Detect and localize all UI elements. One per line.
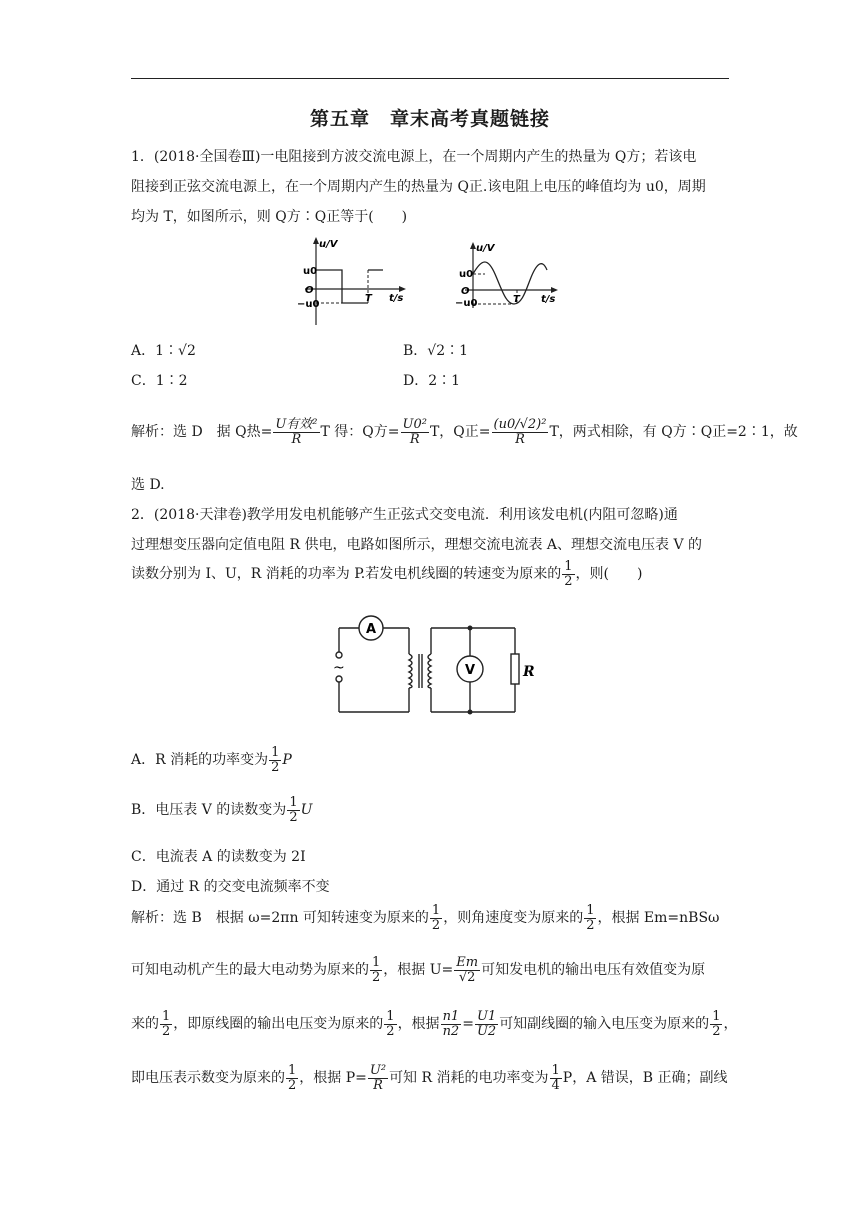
q2-line2: 过理想变压器向定值电阻 R 供电，电路如图所示，理想交流电流表 A、理想交流电压表 V 的 — [131, 537, 703, 553]
sin-u0: u0 — [459, 269, 474, 280]
sin-origin: O — [461, 286, 470, 297]
q2-option-d[interactable]: D．通过 R 的交变电流频率不变 — [131, 879, 330, 895]
q2-solution-line2: 可知电动机产生的最大电动势为原来的 $\frac{1}{2}$ ，根据 U= $\frac{Em}{√2}$ 可知发电机的输出电压有效值变为原 — [131, 955, 706, 985]
q2-line1: 2．(2018·天津卷)教学用发电机能够产生正弦式交变电流．利用该发电机(内阻可忽略)通 — [131, 507, 678, 523]
sq-neg-u0: −u0 — [297, 299, 320, 310]
resistor-label: R — [523, 664, 535, 680]
sin-ylabel: u/V — [476, 243, 495, 254]
q1-option-a[interactable]: A．1∶√2 — [131, 343, 196, 359]
q1-option-d[interactable]: D．2∶1 — [403, 373, 461, 389]
sin-T: T — [513, 294, 520, 305]
q2-solution-line3: 来的 $\frac{1}{2}$ ，即原线圈的输出电压变为原来的 $\frac{1}{2}$ ，根据 $\frac{n1}{n2}$ = $\frac{U1}{U2}$ 可知副线圈的输入电压变为原来的 $\frac{1}{2}$ ， — [131, 1009, 738, 1039]
q2-solution-line1: 解析：选 B 根据 ω=2πn 可知转速变为原来的 $\frac{1}{2}$ ，则角速度变为原来的 $\frac{1}{2}$ ，根据 Em=nBSω — [131, 903, 720, 933]
top-rule — [131, 78, 729, 79]
q1-solution: 解析：选 D 据 Q热= $\frac{\text{U有效²}}{R}$ T 得：Q方= $\frac{\text{U0²}}{R}$ T，Q正= $\frac{\text{(u0/√2)²}}{R}$ T，两式相除，有 Q方∶Q正=2∶1，故 — [131, 417, 798, 447]
sine-wave-figure — [455, 240, 575, 310]
q2-option-a[interactable]: A．R 消耗的功率变为 $\frac{1}{2}$ P — [131, 745, 292, 775]
sin-xlabel: t/s — [541, 294, 556, 305]
q1-line3: 均为 T，如图所示，则 Q方∶Q正等于( ) — [131, 209, 408, 225]
sq-xlabel: t/s — [389, 293, 404, 304]
voltmeter-label: V — [464, 663, 476, 678]
q1-solution-line2: 选 D. — [131, 477, 165, 493]
ac-source-symbol: ~ — [333, 660, 345, 676]
q2-option-b[interactable]: B．电压表 V 的读数变为 $\frac{1}{2}$ U — [131, 795, 313, 825]
q1-line1: 1．(2018·全国卷Ⅲ)一电阻接到方波交流电源上，在一个周期内产生的热量为 Q方；若该电 — [131, 149, 697, 165]
sq-origin: O — [305, 285, 314, 296]
q2-line3: 读数分别为 I、U，R 消耗的功率为 P.若发电机线圈的转速变为原来的 $\frac{1}{2}$ ，则( ) — [131, 559, 643, 589]
circuit-diagram — [325, 614, 535, 718]
sq-T: T — [365, 293, 372, 304]
q1-option-b[interactable]: B．√2∶1 — [403, 343, 469, 359]
q2-solution-line4: 即电压表示数变为原来的 $\frac{1}{2}$ ，根据 P= $\frac{\text{U²}}{R}$ 可知 R 消耗的电功率变为 $\frac{1}{4}$ P，A 错误，B 正确；副线 — [131, 1063, 728, 1093]
sq-u0: u0 — [303, 266, 318, 277]
page-title: 第五章 章末高考真题链接 — [309, 108, 550, 130]
q2-option-c[interactable]: C．电流表 A 的读数变为 2I — [131, 849, 306, 865]
q1-option-c[interactable]: C．1∶2 — [131, 373, 188, 389]
square-wave-figure — [285, 235, 415, 327]
sq-ylabel: u/V — [319, 239, 338, 250]
ammeter-label: A — [365, 622, 377, 637]
sin-neg-u0: −u0 — [455, 298, 478, 309]
q1-line2: 阻接到正弦交流电源上，在一个周期内产生的热量为 Q正.该电阻上电压的峰值均为 u0，周期 — [131, 179, 706, 195]
